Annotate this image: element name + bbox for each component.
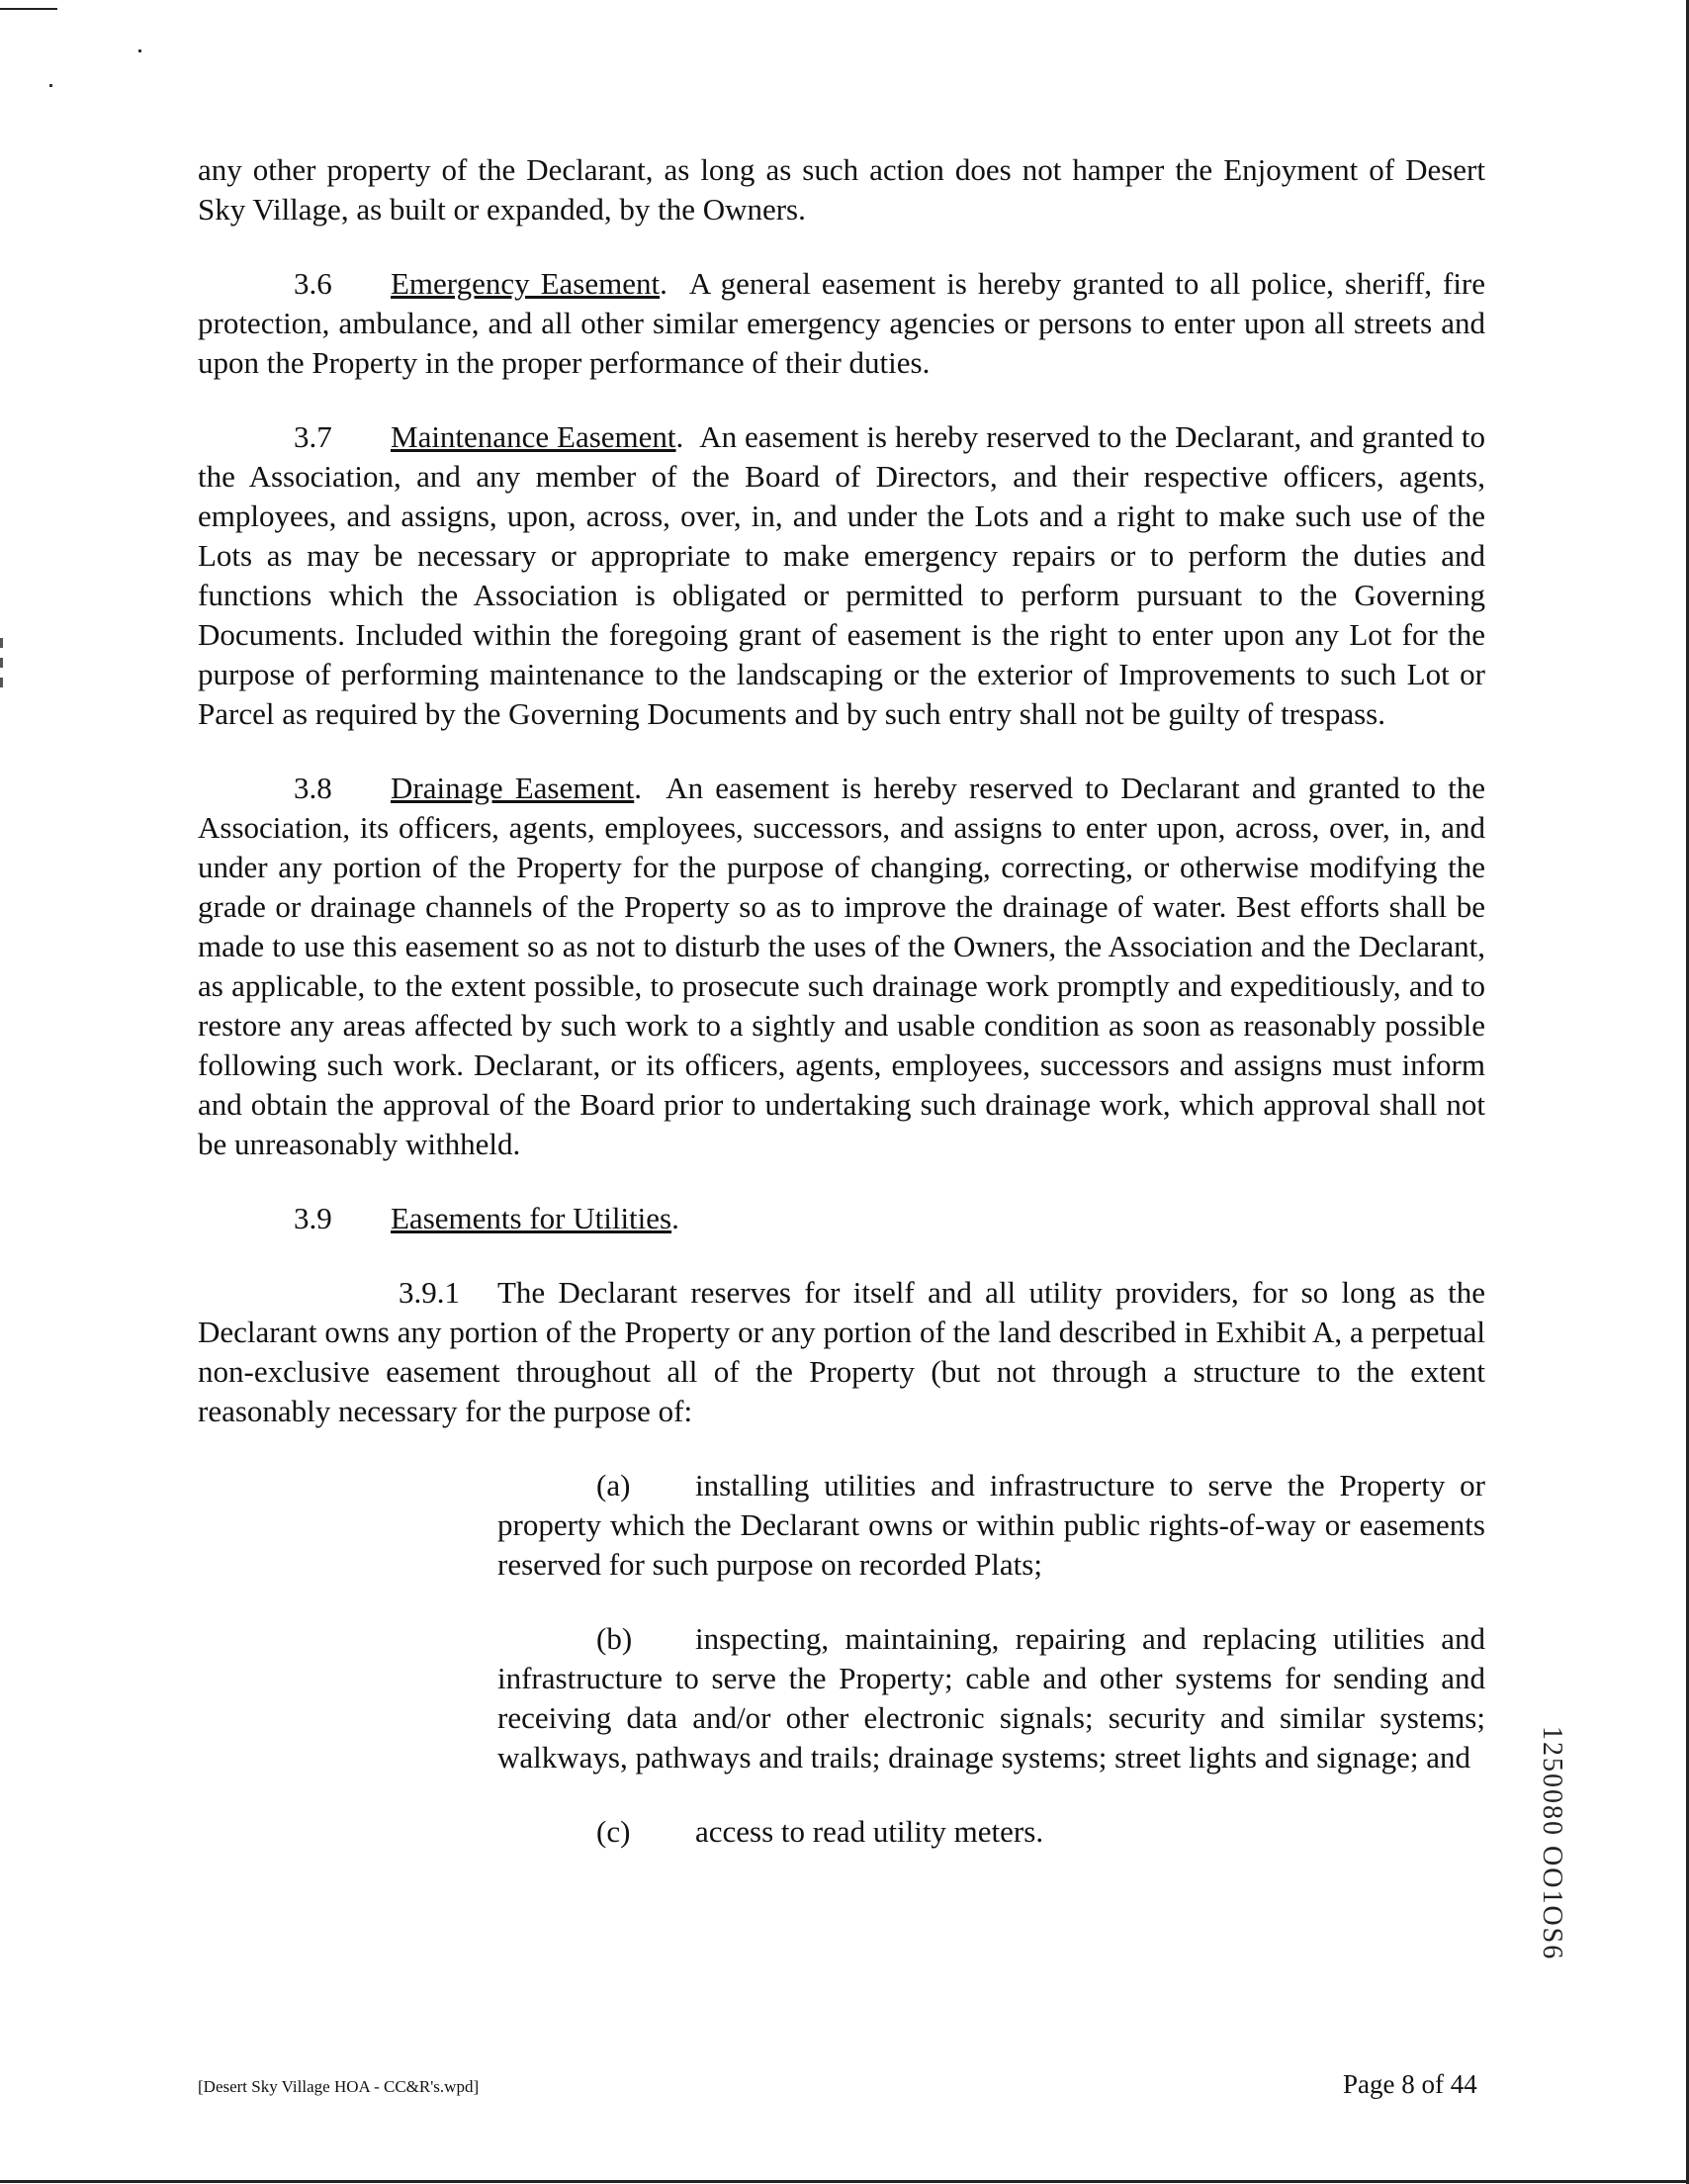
section-title: Emergency Easement <box>391 266 661 301</box>
recording-stamp: 1250080 OO1OS6 <box>1537 1726 1567 1961</box>
section-title: Maintenance Easement <box>391 419 676 454</box>
section-title: Drainage Easement <box>391 771 635 805</box>
subsection-3-9-1 <box>198 1273 1485 1431</box>
section-number: 3.6 <box>294 266 332 301</box>
scan-edge-line <box>0 8 57 10</box>
scan-edge-mark <box>0 678 3 687</box>
section-number: 3.8 <box>294 771 332 805</box>
section-number: 3.9 <box>294 1201 332 1235</box>
scan-edge-mark <box>0 658 3 668</box>
scan-edge-mark <box>0 638 3 648</box>
section-3-9: 3.9 Easements for Utilities. <box>198 1199 1485 1238</box>
item-text: installing utilities and infrastructure to serve the Property or property which the Declarant owns or within public rights-of-way or easements reserved for such purpose on recorded Plats; <box>497 1468 1485 1582</box>
footer-filename: [Desert Sky Village HOA - CC&R's.wpd] <box>198 2077 480 2096</box>
item-text: inspecting, maintaining, repairing and replacing utilities and infrastructure to serve the Property; cable and other systems for sending and receiving data and/or other electronic signals; security and similar systems; walkways, pathways and trails; drainage systems; street lights and signage; and <box>497 1621 1485 1774</box>
item-label: (c) <box>596 1814 631 1849</box>
item-text: access to read utility meters. <box>695 1814 1044 1849</box>
item-label: (a) <box>596 1468 631 1502</box>
page-number: Page 8 of 44 <box>1343 2069 1477 2099</box>
section-3-7: 3.7 Maintenance Easement. An easement is hereby reserved to the Declarant, and granted to the Association, and any member of the Board of Directors, and their respective officers, agents, employees, and assigns, upon, across, over, in, and under the Lots and a right to make such use of the Lots as may be necessary or appropriate to make emergency repairs or to perform the duties and functions which the Association is obligated or permitted to perform pursuant to the Governing Documents. Included within the foregoing grant of easement is the right to enter upon any Lot for the purpose of performing maintenance to the landscaping or the exterior of Improvements to such Lot or Parcel as required by the Governing Documents and by such entry shall not be guilty of trespass. <box>198 419 1485 731</box>
subsection-number: 3.9.1 <box>399 1275 460 1310</box>
section-3-8: 3.8 Drainage Easement. An easement is hereby reserved to Declarant and granted to the Association, its officers, agents, employees, successors, and assigns to enter upon, across, over, in, and under any portion of the Property for the purpose of changing, correcting, or otherwise modifying the grade or drainage channels of the Property so as to improve the drainage of water. Best efforts shall be made to use this easement so as not to disturb the uses of the Owners, the Association and the Declarant, as applicable, to the extent possible, to prosecute such drainage work promptly and expeditiously, and to restore any areas affected by such work to a sightly and usable condition as soon as reasonably possible following such work. Declarant, or its officers, agents, employees, successors and assigns must inform and obtain the approval of the Board prior to undertaking such drainage work, which approval shall not be unreasonably withheld. <box>198 771 1485 1161</box>
intro-text: any other property of the Declarant, as long as such action does not hamper the Enjoyment of Desert Sky Village, as built or expanded, by the Owners. <box>198 152 1485 227</box>
list-item-a <box>497 1466 1485 1585</box>
scan-border-bottom <box>0 2180 1689 2183</box>
scan-speck <box>138 49 141 52</box>
scan-speck <box>49 84 52 87</box>
section-body: An easement is hereby reserved to the Declarant, and granted to the Association, and any member of the Board of Directors, and their respective officers, agents, employees, and assigns, upon, across, over, in, and under the Lots and a right to make such use of the Lots as may be necessary or appropriate to make emergency repairs or to perform the duties and functions which the Association is obligated or permitted to perform pursuant to the Governing Documents. Included within the foregoing grant of easement is the right to enter upon any Lot for the purpose of performing maintenance to the landscaping or the exterior of Improvements to such Lot or Parcel as required by the Governing Documents and by such entry shall not be guilty of trespass. <box>198 419 1485 731</box>
document-body <box>198 150 1485 1886</box>
section-3-6: 3.6 Emergency Easement. A general easement is hereby granted to all police, sheriff, fire protection, ambulance, and all other similar emergency agencies or persons to enter upon all streets and upon the Property in the proper performance of their duties. <box>198 266 1486 380</box>
list-item-b <box>497 1619 1485 1777</box>
section-body: An easement is hereby reserved to Declarant and granted to the Association, its officers, agents, employees, successors, and assigns to enter upon, across, over, in, and under any portion of the Property for the purpose of changing, correcting, or otherwise modifying the grade or drainage channels of the Property so as to improve the drainage of water. Best efforts shall be made to use this easement so as not to disturb the uses of the Owners, the Association and the Declarant, as applicable, to the extent possible, to prosecute such drainage work promptly and expeditiously, and to restore any areas affected by such work to a sightly and usable condition as soon as reasonably possible following such work. Declarant, or its officers, agents, employees, successors and assigns must inform and obtain the approval of the Board prior to undertaking such drainage work, which approval shall not be unreasonably withheld. <box>198 771 1485 1161</box>
section-number: 3.7 <box>294 419 332 454</box>
intro-paragraph <box>198 150 1485 229</box>
item-label: (b) <box>596 1621 633 1656</box>
section-body: A general easement is hereby granted to all police, sheriff, fire protection, ambulance, and all other similar emergency agencies or persons to enter upon all streets and upon the Property in the proper performance of their duties. <box>198 266 1486 380</box>
section-title: Easements for Utilities <box>391 1201 672 1235</box>
list-item-c <box>497 1812 1485 1852</box>
subsection-body: The Declarant reserves for itself and all utility providers, for so long as the Declarant owns any portion of the Property or any portion of the land described in Exhibit A, a perpetual non-exclusive easement throughout all of the Property (but not through a structure to the extent reasonably necessary for the purpose of: <box>198 1275 1485 1428</box>
